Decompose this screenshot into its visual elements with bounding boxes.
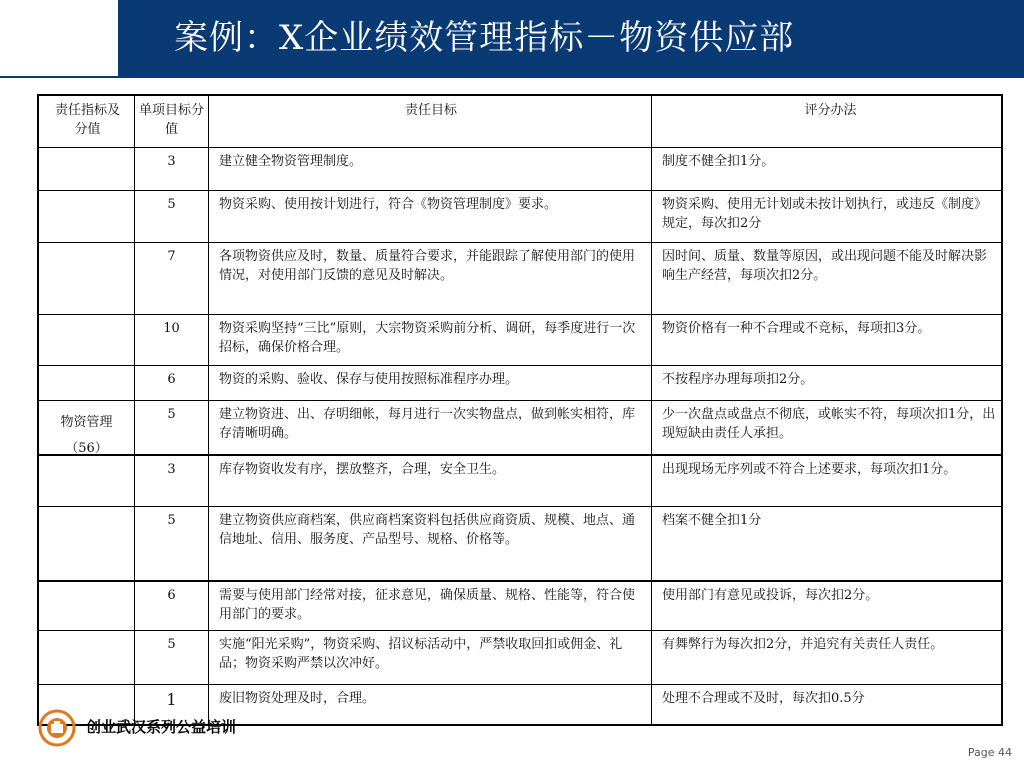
header-target: 责任目标	[208, 96, 651, 147]
table-row	[39, 630, 1001, 685]
header-item-score: 单项目标分值	[134, 96, 208, 147]
item-target: 废旧物资处理及时，合理。	[208, 685, 651, 725]
item-score: 7	[134, 243, 208, 315]
item-score: 6	[134, 366, 208, 401]
table-row	[39, 242, 1001, 315]
category-name: 物资管理	[60, 415, 113, 430]
item-method: 因时间、质量、数量等原因，或出现问题不能及时解决影响生产经营，每项次扣2分。	[651, 243, 1003, 315]
table-row	[39, 314, 1001, 366]
item-target: 各项物资供应及时，数量、质量符合要求，并能跟踪了解使用部门的使用情况，对使用部门反馈的意见及时解决。	[208, 243, 651, 315]
header-scoring-method: 评分办法	[651, 96, 1003, 147]
item-target: 库存物资收发有序，摆放整齐，合理，安全卫生。	[208, 456, 651, 508]
table-row	[39, 147, 1001, 191]
performance-table	[37, 94, 1003, 726]
category-score: （56）	[65, 441, 108, 456]
table-row	[39, 190, 1001, 243]
table-row	[39, 580, 1001, 632]
item-target: 物资采购坚持“三比”原则，大宗物资采购前分析、调研，每季度进行一次招标，确保价格合理。	[208, 315, 651, 366]
item-score: 5	[134, 191, 208, 243]
item-method: 制度不健全扣1分。	[651, 148, 1003, 191]
item-target: 建立健全物资管理制度。	[208, 148, 651, 191]
item-target: 需要与使用部门经常对接，征求意见，确保质量、规格、性能等，符合使用部门的要求。	[208, 582, 651, 632]
item-method: 物资价格有一种不合理或不竞标，每项扣3分。	[651, 315, 1003, 366]
item-target: 建立物资进、出、存明细帐，每月进行一次实物盘点，做到帐实相符，库存清晰明确。	[208, 401, 651, 455]
table-header-row	[39, 96, 1001, 147]
item-method: 物资采购、使用无计划或未按计划执行，或违反《制度》规定，每次扣2分	[651, 191, 1003, 243]
table-row	[39, 506, 1001, 581]
item-method: 不按程序办理每项扣2分。	[651, 366, 1003, 401]
table-row	[39, 454, 1001, 508]
table-row	[39, 365, 1001, 401]
item-target: 建立物资供应商档案，供应商档案资料包括供应商资质、规模、地点、通信地址、信用、服务度、产品型号、规格、价格等。	[208, 507, 651, 581]
page-number: Page 44	[967, 746, 1012, 759]
item-method: 有舞弊行为每次扣2分，并追究有关责任人责任。	[651, 631, 1003, 685]
table-row	[39, 400, 1001, 455]
header-indicator: 责任指标及分值	[54, 103, 120, 137]
item-target: 物资的采购、验收、保存与使用按照标准程序办理。	[208, 366, 651, 401]
organization-logo-icon	[38, 709, 76, 747]
item-score: 5	[134, 507, 208, 581]
page-title: 案例：X企业绩效管理指标－物资供应部	[174, 18, 795, 58]
item-method: 处理不合理或不及时，每次扣0.5分	[651, 685, 1003, 725]
title-rule	[0, 76, 1024, 78]
item-method: 档案不健全扣1分	[651, 507, 1003, 581]
footer-organization: 创业武汉系列公益培训	[86, 718, 237, 736]
item-target: 实施“阳光采购”，物资采购、招议标活动中，严禁收取回扣或佣金、礼品；物资采购严禁以次冲好。	[208, 631, 651, 685]
item-score: 10	[134, 315, 208, 366]
item-score: 1	[134, 685, 208, 725]
item-score: 3	[134, 456, 208, 508]
item-target: 物资采购、使用按计划进行，符合《物资管理制度》要求。	[208, 191, 651, 243]
item-method: 少一次盘点或盘点不彻底，或帐实不符，每项次扣1分，出现短缺由责任人承担。	[651, 401, 1003, 455]
item-method: 使用部门有意见或投诉，每次扣2分。	[651, 582, 1003, 632]
item-score: 5	[134, 401, 208, 455]
item-score: 3	[134, 148, 208, 191]
item-score: 6	[134, 582, 208, 632]
item-score: 5	[134, 631, 208, 685]
item-method: 出现现场无序列或不符合上述要求，每项次扣1分。	[651, 456, 1003, 508]
